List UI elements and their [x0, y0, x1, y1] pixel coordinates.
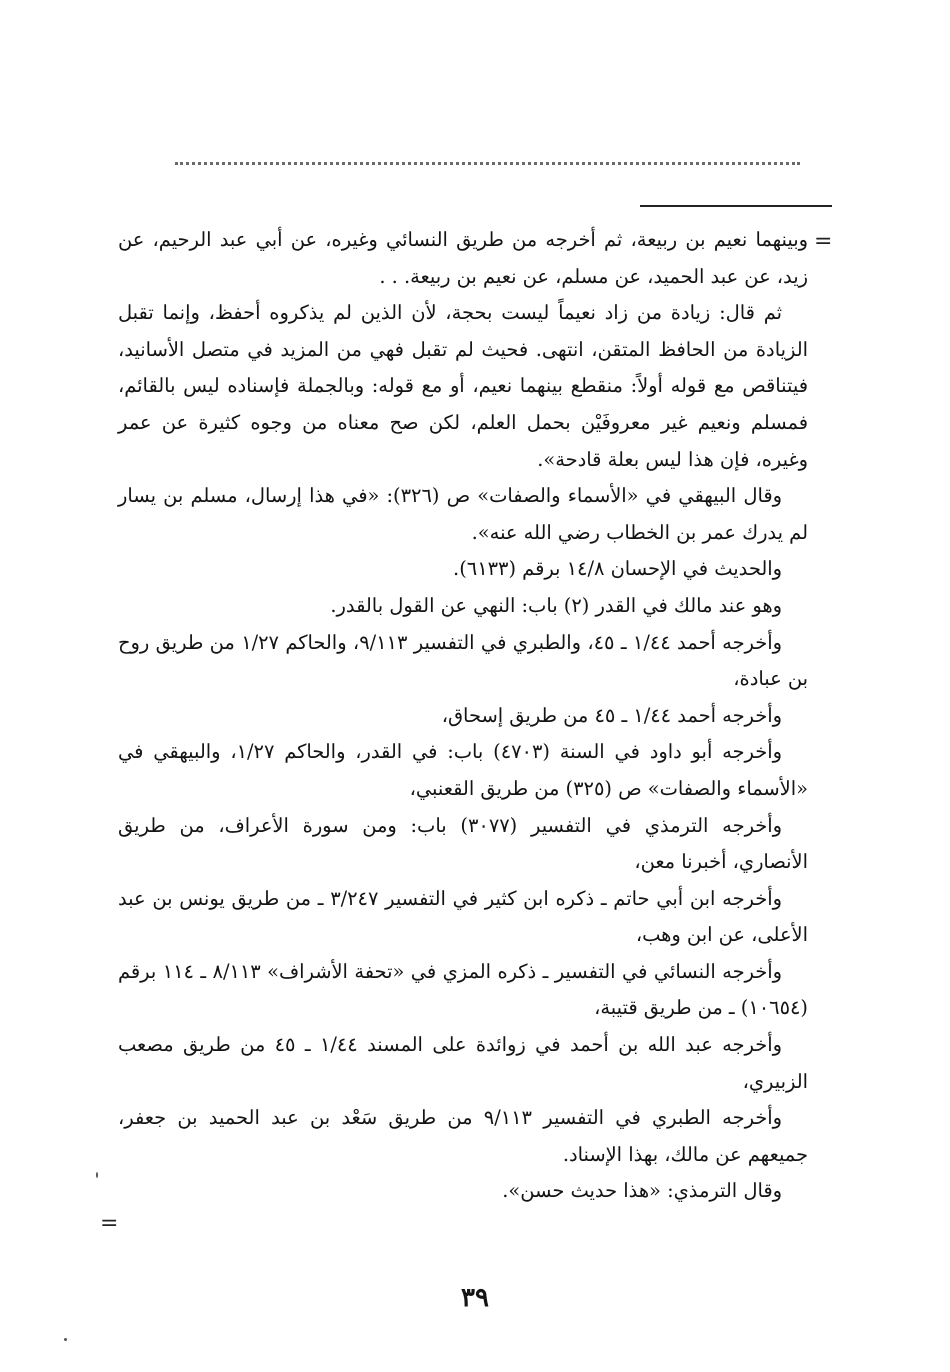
footnote-separator-rule [640, 205, 832, 207]
header-dotted-line [175, 162, 800, 176]
footnote-paragraph: ثم قال: زيادة من زاد نعيماً ليست بحجة، لأن الذين لم يذكروه أحفظ، وإنما تقبل الزيادة من الحافظ المتقن، انتهى. فحيث لم تقبل فهي من المزيد في متصل الأسانيد، فيتناقص مع قوله أولاً: منقطع بينهما نعيم، أو مع قوله: وبالجملة فإسناده ليس بالقائم، فمسلم ونعيم غير معروفَيْن بحمل العلم، لكن صح معناه من وجوه كثيرة عن عمر وغيره، فإن هذا ليس بعلة قادحة». [118, 301, 808, 471]
footnote-text [118, 222, 808, 1210]
footnote-paragraph: وأخرجه الطبري في التفسير ٩/١١٣ من طريق سَعْد بن عبد الحميد بن جعفر، جميعهم عن مالك، بهذا الإسناد. [118, 1106, 808, 1166]
footnote-paragraph: وأخرجه ابن أبي حاتم ـ ذكره ابن كثير في التفسير ٣/٢٤٧ ـ من طريق يونس بن عبد الأعلى، عن ابن وهب، [118, 886, 808, 947]
footnote-paragraph: وهو عند مالك في القدر (٢) باب: النهي عن القول بالقدر. [330, 593, 782, 617]
footnote-paragraph: وأخرجه أبو داود في السنة (٤٧٠٣) باب: في القدر، والحاكم ١/٢٧، والبيهقي في «الأسماء والصفات» ص (٣٢٥) من طريق القعنبي، [118, 740, 808, 800]
footnote-paragraph: والحديث في الإحسان ١٤/٨ برقم (٦١٣٣). [453, 557, 782, 581]
page-number: ٣٩ [461, 1283, 489, 1313]
footnote-paragraph: وأخرجه النسائي في التفسير ـ ذكره المزي في «تحفة الأشراف» ٨/١١٣ ـ ١١٤ برقم (١٠٦٥٤) ـ من طريق قتيبة، [118, 959, 808, 1020]
footnote-paragraph: وقال البيهقي في «الأسماء والصفات» ص (٣٢٦): «في هذا إرسال، مسلم بن يسار لم يدرك عمر بن الخطاب رضي الله عنه». [118, 484, 808, 544]
footnote-paragraph: وبينهما نعيم بن ربيعة، ثم أخرجه من طريق النسائي وغيره، عن أبي عبد الرحيم، عن زيد، عن عبد الحميد، عن مسلم، عن نعيم بن ربيعة. . . [118, 228, 808, 288]
footnote-paragraph: وأخرجه أحمد ١/٤٤ ـ ٤٥ من طريق إسحاق، [441, 703, 782, 727]
footnote-paragraph: وقال الترمذي: «هذا حديث حسن». [502, 1179, 782, 1203]
footnote-paragraph: وأخرجه أحمد ١/٤٤ ـ ٤٥، والطبري في التفسير ٩/١١٣، والحاكم ١/٢٧ من طريق روح بن عبادة، [118, 630, 808, 691]
continuation-mark: = [814, 229, 833, 254]
footnote-paragraph: وأخرجه عبد الله بن أحمد في زوائدة على المسند ١/٤٤ ـ ٤٥ من طريق مصعب الزبيري، [118, 1033, 808, 1093]
scan-speck [96, 1172, 98, 1178]
side-continuation-mark: = [100, 1211, 119, 1236]
scan-speck [64, 1338, 67, 1341]
footnote-paragraph: وأخرجه الترمذي في التفسير (٣٠٧٧) باب: ومن سورة الأعراف، من طريق الأنصاري، أخبرنا معن، [118, 813, 808, 874]
